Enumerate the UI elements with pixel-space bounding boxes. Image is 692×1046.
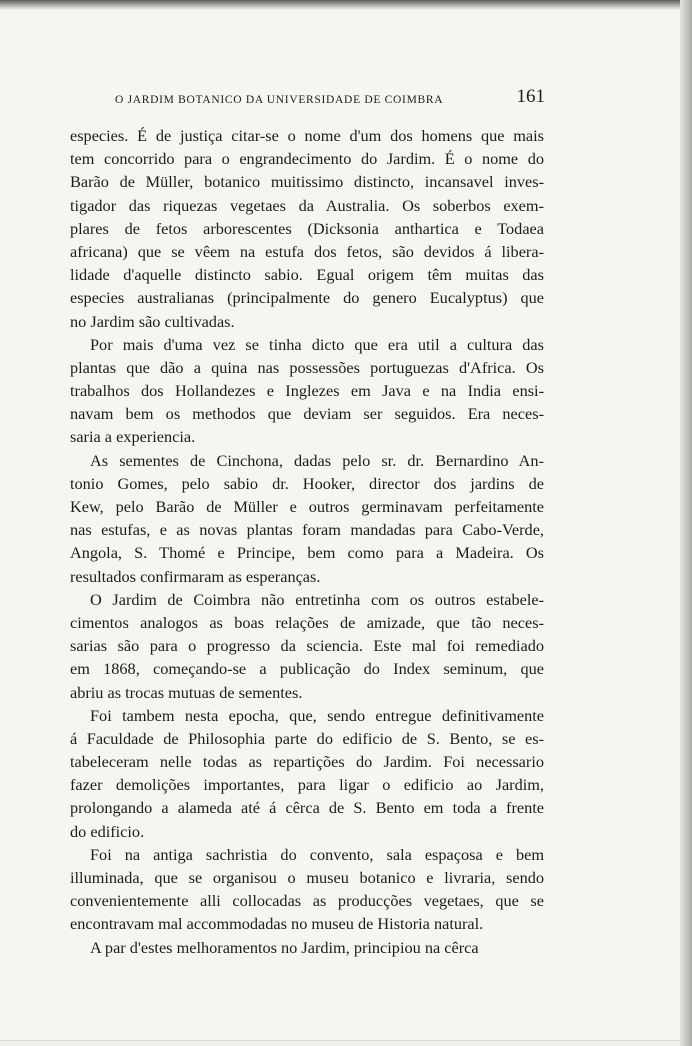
text-line: africana) que se vêem na estufa dos fetos, são devidos á libera- bbox=[70, 241, 544, 261]
text-line: do edificio. bbox=[70, 821, 145, 841]
text-line: lidade d'aquelle distincto sabio. Egual origem têm muitas das bbox=[70, 265, 544, 285]
paragraph bbox=[70, 449, 544, 588]
text-line: saria a experiencia. bbox=[70, 427, 196, 447]
text-line: tabeleceram nelle todas as repartições do Jardim. Foi necessario bbox=[70, 752, 544, 772]
body-text bbox=[70, 124, 544, 959]
text-line: tonio Gomes, pelo sabio dr. Hooker, director dos jardins de bbox=[70, 473, 544, 493]
text-line: A par d'estes melhoramentos no Jardim, principiou na cêrca bbox=[90, 937, 479, 957]
paragraph bbox=[70, 704, 544, 843]
text-line: Foi tambem nesta epocha, que, sendo entregue definitivamente bbox=[90, 705, 544, 725]
paragraph bbox=[70, 333, 544, 449]
text-line: tem concorrido para o engrandecimento do Jardim. É o nome do bbox=[70, 149, 544, 169]
page-number: 161 bbox=[516, 86, 545, 107]
text-line: convenientemente alli collocadas as producções vegetaes, que se bbox=[70, 891, 544, 911]
text-line: navam bem os methodos que deviam ser seguidos. Era neces- bbox=[70, 404, 544, 424]
text-line: em 1868, começando-se a publicação do Index seminum, que bbox=[70, 659, 544, 679]
text-line: Kew, pelo Barão de Müller e outros germinavam perfeitamente bbox=[70, 497, 544, 516]
text-line: tigador das riquezas vegetaes da Australia. Os soberbos exem- bbox=[70, 195, 544, 215]
text-line: Foi na antiga sachristia do convento, sala espaçosa e bem bbox=[90, 844, 544, 864]
text-line: As sementes de Cinchona, dadas pelo sr. dr. Bernardino An- bbox=[90, 450, 544, 470]
paragraph bbox=[70, 936, 544, 959]
text-line: especies australianas (principalmente do genero Eucalyptus) que bbox=[70, 288, 544, 308]
page-header bbox=[115, 86, 545, 114]
text-line: á Faculdade de Philosophia parte do edificio de S. Bento, se es- bbox=[70, 728, 544, 748]
paragraph bbox=[70, 124, 544, 333]
scan-top-shadow bbox=[0, 0, 692, 10]
text-line: trabalhos dos Hollandezes e Inglezes em Java e na India ensi- bbox=[70, 381, 544, 401]
text-line: Por mais d'uma vez se tinha dicto que era util a cultura das bbox=[90, 334, 544, 354]
text-line: resultados confirmaram as esperanças. bbox=[70, 566, 321, 586]
text-line: O Jardim de Coimbra não entretinha com os outros estabele- bbox=[90, 589, 544, 609]
text-line: especies. É de justiça citar-se o nome d'um dos homens que mais bbox=[70, 126, 544, 145]
text-line: fazer demolições importantes, para ligar o edificio ao Jardim, bbox=[70, 775, 544, 795]
text-line: prolongando a alameda até á cêrca de S. Bento em toda a frente bbox=[70, 798, 544, 818]
paragraph bbox=[70, 588, 544, 704]
text-line: Angola, S. Thomé e Principe, bem como para a Madeira. Os bbox=[70, 543, 544, 563]
running-title: O JARDIM BOTANICO DA UNIVERSIDADE DE COIMBRA bbox=[115, 94, 444, 106]
text-line: plantas que dão a quina nas possessões portuguezas d'Africa. Os bbox=[70, 357, 544, 377]
text-line: encontravam mal accommodadas no museu de Historia natural. bbox=[70, 914, 484, 934]
text-line: cimentos analogos as boas relações de amizade, que tão neces- bbox=[70, 612, 544, 632]
paragraph bbox=[70, 843, 544, 936]
text-line: Barão de Müller, botanico muitissimo distincto, incansavel inves- bbox=[70, 172, 544, 192]
text-line: no Jardim são cultivadas. bbox=[70, 311, 235, 331]
text-line: abriu as trocas mutuas de sementes. bbox=[70, 682, 303, 702]
scan-right-edge bbox=[680, 0, 692, 1046]
text-line: nas estufas, e as novas plantas foram mandadas para Cabo-Verde, bbox=[70, 520, 544, 540]
text-line: plares de fetos arborescentes (Dicksonia anthartica e Todaea bbox=[70, 218, 544, 238]
text-line: sarias são para o progresso da sciencia. Este mal foi remediado bbox=[70, 636, 544, 656]
text-line: illuminada, que se organisou o museu botanico e livraria, sendo bbox=[70, 868, 544, 887]
